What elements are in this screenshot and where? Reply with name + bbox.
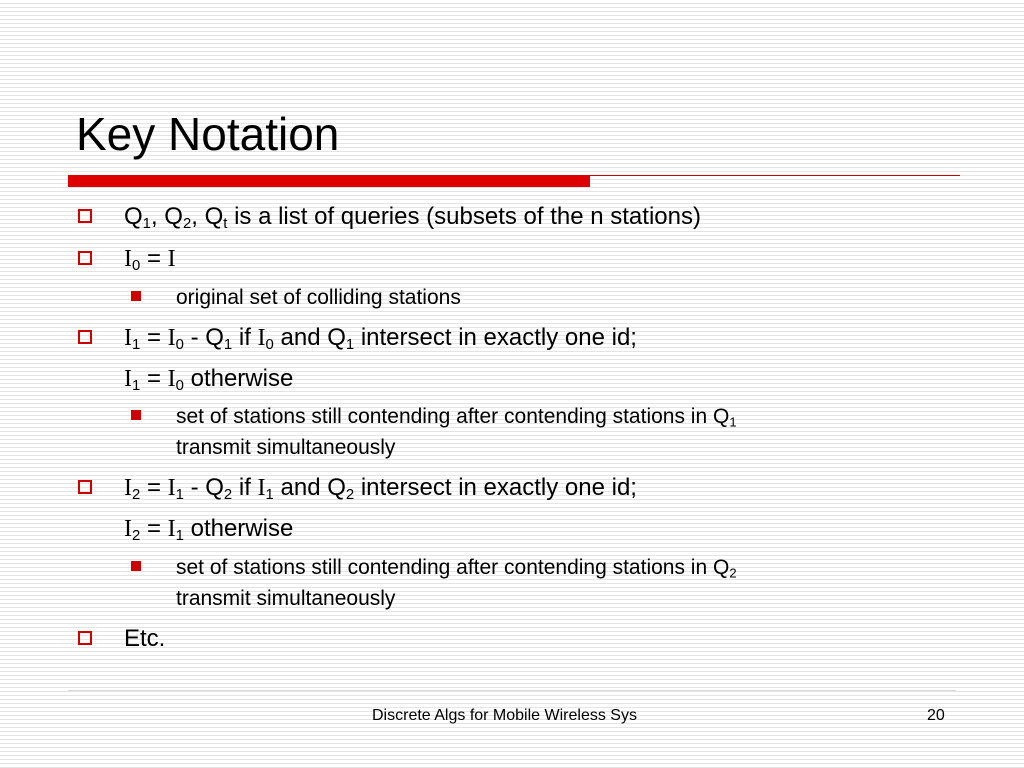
hollow-square-bullet-icon <box>78 251 92 265</box>
page-number: 20 <box>927 707 945 724</box>
filled-square-bullet-icon <box>131 561 141 571</box>
title-underline-bar <box>68 175 590 187</box>
footer-caption: Discrete Algs for Mobile Wireless Sys <box>372 707 637 724</box>
sub-bullet-contending-q2: set of stations still contending after contending stations in $Q_2$ <box>176 556 737 581</box>
sub-bullet-contending-q1: set of stations still contending after contending stations in $Q_1$ <box>176 405 737 430</box>
hollow-square-bullet-icon <box>78 480 92 494</box>
hollow-square-bullet-icon <box>78 209 92 223</box>
filled-square-bullet-icon <box>131 291 141 301</box>
hollow-square-bullet-icon <box>78 330 92 344</box>
bullet-i2-def: $I_2 = I_1 - Q_2$ if $I_1$ and $Q_2$ intersect in exactly one id; <box>124 474 637 504</box>
hollow-square-bullet-icon <box>78 631 92 645</box>
bullet-i1-otherwise: $I_1 = I_0$ otherwise <box>124 365 294 395</box>
bullet-i2-otherwise: $I_2 = I_1$ otherwise <box>124 515 294 545</box>
bullet-i1-def: $I_1 = I_0 - Q_1$ if $I_0$ and $Q_1$ intersect in exactly one id; <box>124 324 637 354</box>
slide-title: Key Notation <box>76 108 340 160</box>
sub-bullet-original-set: original set of colliding stations <box>176 286 461 309</box>
sub-bullet-contending-q1-cont: transmit simultaneously <box>176 436 396 459</box>
sub-bullet-contending-q2-cont: transmit simultaneously <box>176 587 396 610</box>
bullet-i0: $I_0 = I$ <box>124 245 176 275</box>
bullet-queries: $Q_1$, $Q_2$, $Q_t$ is a list of queries (subsets of the n stations) <box>124 203 701 233</box>
footer-divider <box>68 690 956 691</box>
bullet-etc: Etc. <box>124 625 166 652</box>
filled-square-bullet-icon <box>131 410 141 420</box>
